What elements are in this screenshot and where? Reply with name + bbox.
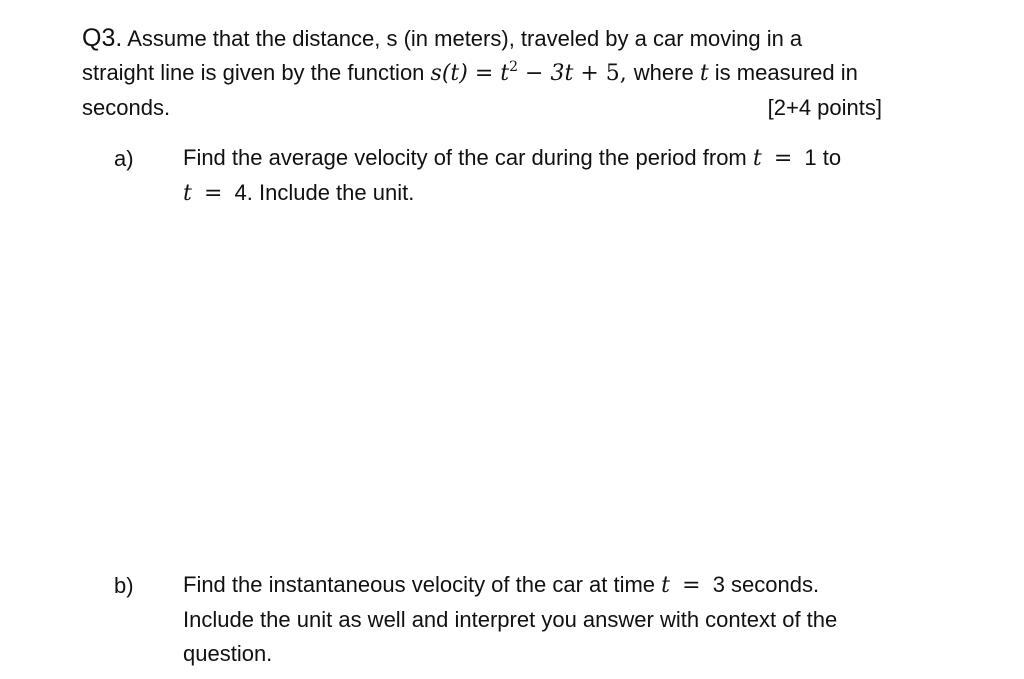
part-a-label: a)	[114, 146, 134, 171]
part-a-eq-2: =	[203, 181, 223, 206]
question-text-line-2-suffix: is measured in	[714, 60, 858, 85]
part-a-text	[183, 141, 943, 211]
part-b-text-line-2: Include the unit as well and interpret you answer with context of the	[183, 607, 838, 632]
part-a-text-1: Find the average velocity of the car during the period from	[183, 145, 747, 170]
points-label: [2+4 points]	[767, 95, 882, 120]
question-text-line-2-where: where	[633, 60, 694, 85]
question-line-1	[82, 24, 802, 53]
question-line-3	[82, 94, 170, 122]
question-line-2	[82, 59, 858, 88]
part-b-text	[183, 568, 943, 671]
part-a-eq-1: =	[773, 146, 793, 171]
part-b-label: b)	[114, 573, 134, 598]
question-text-line-2-var: t	[699, 61, 709, 86]
function-exponent: 2	[509, 59, 519, 75]
part-b-text-1: Find the instantaneous velocity of the car at time	[183, 572, 656, 597]
part-b-var-1: t	[661, 573, 671, 598]
function-plus: +	[580, 61, 599, 86]
part-a-var-2: t	[183, 181, 192, 206]
function-equals: =	[474, 61, 494, 86]
function-lhs: s(t)	[430, 61, 468, 86]
part-a-val-2: 4. Include the unit.	[234, 180, 415, 205]
function-const: 5,	[605, 61, 627, 86]
question-text-line-1: Assume that the distance, s (in meters), traveled by a car moving in a	[127, 26, 803, 51]
part-b-text-line-3: question.	[183, 641, 273, 666]
part-a-val-1: 1 to	[804, 145, 842, 170]
part-a-var-1: t	[752, 146, 762, 171]
part-b-val-1: 3 seconds.	[712, 572, 820, 597]
function-term: 3t	[550, 61, 574, 86]
function-minus: −	[525, 61, 544, 86]
question-text-line-3: seconds.	[82, 95, 171, 120]
position-function	[431, 61, 634, 86]
question-text-line-2-prefix: straight line is given by the function	[82, 60, 425, 85]
function-var: t	[500, 61, 510, 86]
question-number: Q3.	[82, 24, 123, 52]
part-b-eq-1: =	[682, 573, 701, 598]
